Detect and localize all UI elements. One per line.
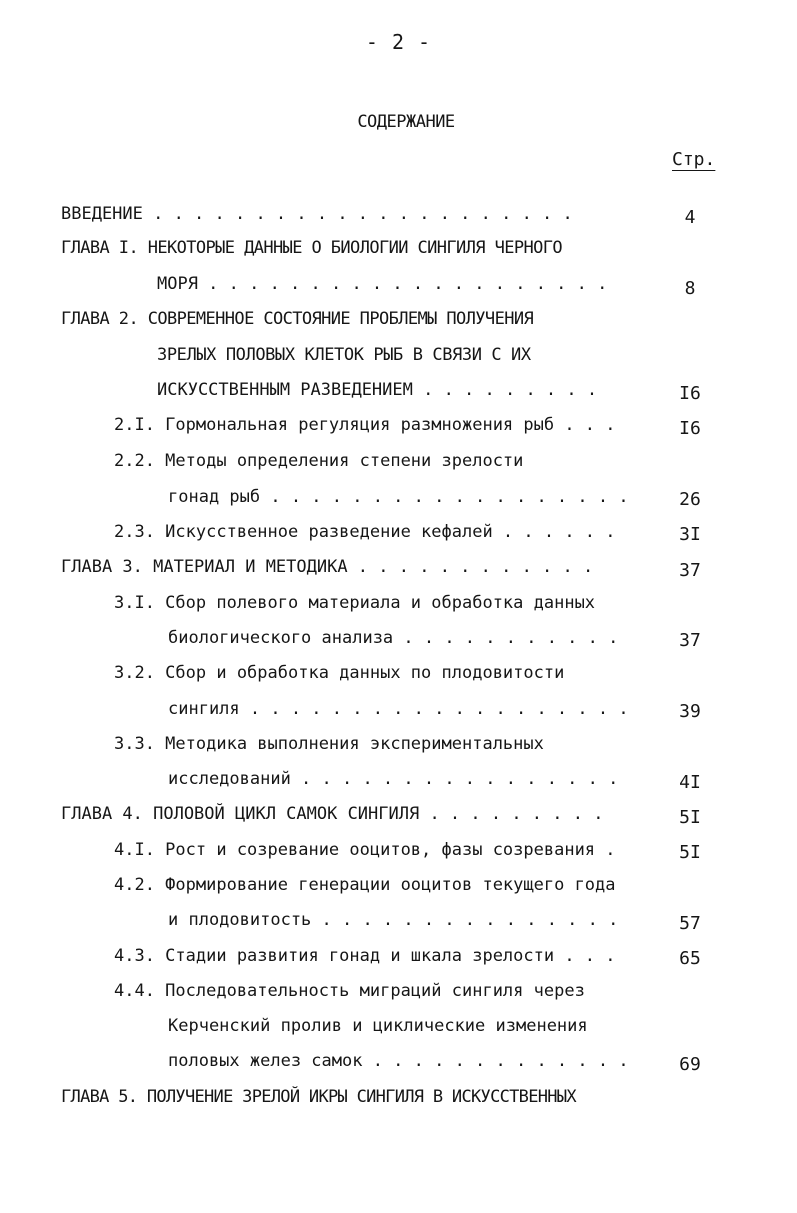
- toc-line-section-2-3: 2.3. Искусственное разведение кефалей . . . . . .: [114, 522, 616, 542]
- toc-line-section-3-3-cont: исследований . . . . . . . . . . . . . . . .: [168, 769, 619, 789]
- toc-line-chapter-1: ГЛАВА I. НЕКОТОРЫЕ ДАННЫЕ О БИОЛОГИИ СИНГИЛЯ ЧЕРНОГО: [61, 238, 563, 258]
- toc-page-number: 3I: [679, 524, 701, 545]
- toc-page-number: 5I: [679, 807, 701, 828]
- toc-page-number: 37: [679, 560, 701, 581]
- toc-line-section-2-2: 2.2. Методы определения степени зрелости: [114, 451, 524, 471]
- toc-line-section-4-4-cont: Керченский пролив и циклические изменения: [168, 1016, 588, 1036]
- toc-page-number: 4: [684, 207, 696, 228]
- toc-line-section-2-1: 2.I. Гормональная регуляция размножения рыб . . .: [114, 415, 616, 435]
- toc-line-section-2-2-cont: гонад рыб . . . . . . . . . . . . . . . . . .: [168, 487, 629, 507]
- toc-line-section-4-1: 4.I. Рост и созревание ооцитов, фазы созревания .: [114, 840, 616, 860]
- toc-page-number: 69: [679, 1054, 701, 1075]
- toc-line-chapter-3: ГЛАВА 3. МАТЕРИАЛ И МЕТОДИКА . . . . . . . . . . . .: [61, 557, 594, 577]
- toc-page-number: I6: [679, 418, 701, 439]
- page-title: СОДЕРЖАНИЕ: [357, 112, 455, 132]
- toc-line-section-3-2: 3.2. Сбор и обработка данных по плодовитости: [114, 663, 565, 683]
- toc-line-introduction: ВВЕДЕНИЕ . . . . . . . . . . . . . . . . . . . . .: [61, 204, 573, 224]
- toc-page-number: 57: [679, 913, 701, 934]
- toc-line-section-3-1: 3.I. Сбор полевого материала и обработка данных: [114, 593, 596, 613]
- toc-line-section-4-4: 4.4. Последовательность миграций сингиля через: [114, 981, 585, 1001]
- toc-page-number: I6: [679, 383, 701, 404]
- toc-line-chapter-5: ГЛАВА 5. ПОЛУЧЕНИЕ ЗРЕЛОЙ ИКРЫ СИНГИЛЯ В ИСКУССТВЕННЫХ: [61, 1087, 576, 1107]
- toc-line-section-4-4-cont: половых желез самок . . . . . . . . . . . . .: [168, 1051, 629, 1071]
- toc-page-number: 4I: [679, 772, 701, 793]
- page-number: - 2 -: [365, 30, 432, 54]
- toc-line-section-4-2: 4.2. Формирование генерации ооцитов текущего года: [114, 875, 616, 895]
- toc-line-section-4-3: 4.3. Стадии развития гонад и шкала зрелости . . .: [114, 946, 616, 966]
- toc-line-section-3-2-cont: сингиля . . . . . . . . . . . . . . . . . . .: [168, 699, 629, 719]
- toc-page-number: 5I: [679, 842, 701, 863]
- toc-page-number: 8: [684, 278, 696, 299]
- toc-page-number: 39: [679, 701, 701, 722]
- toc-line-chapter-1-cont: МОРЯ . . . . . . . . . . . . . . . . . . . .: [157, 274, 608, 294]
- toc-line-chapter-2: ГЛАВА 2. СОВРЕМЕННОЕ СОСТОЯНИЕ ПРОБЛЕМЫ ПОЛУЧЕНИЯ: [61, 309, 534, 329]
- toc-page-number: 65: [679, 948, 701, 969]
- page-column-header: Стр.: [672, 149, 716, 170]
- toc-line-chapter-2-cont: ЗРЕЛЫХ ПОЛОВЫХ КЛЕТОК РЫБ В СВЯЗИ С ИХ: [157, 345, 531, 365]
- toc-line-chapter-2-cont: ИСКУССТВЕННЫМ РАЗВЕДЕНИЕМ . . . . . . . . .: [157, 380, 598, 400]
- toc-page-number: 26: [679, 489, 701, 510]
- toc-line-section-4-2-cont: и плодовитость . . . . . . . . . . . . . . .: [168, 910, 619, 930]
- toc-page-number: 37: [679, 630, 701, 651]
- toc-line-chapter-4: ГЛАВА 4. ПОЛОВОЙ ЦИКЛ САМОК СИНГИЛЯ . . . . . . . . .: [61, 804, 604, 824]
- toc-line-section-3-1-cont: биологического анализа . . . . . . . . . . .: [168, 628, 619, 648]
- toc-line-section-3-3: 3.3. Методика выполнения экспериментальных: [114, 734, 544, 754]
